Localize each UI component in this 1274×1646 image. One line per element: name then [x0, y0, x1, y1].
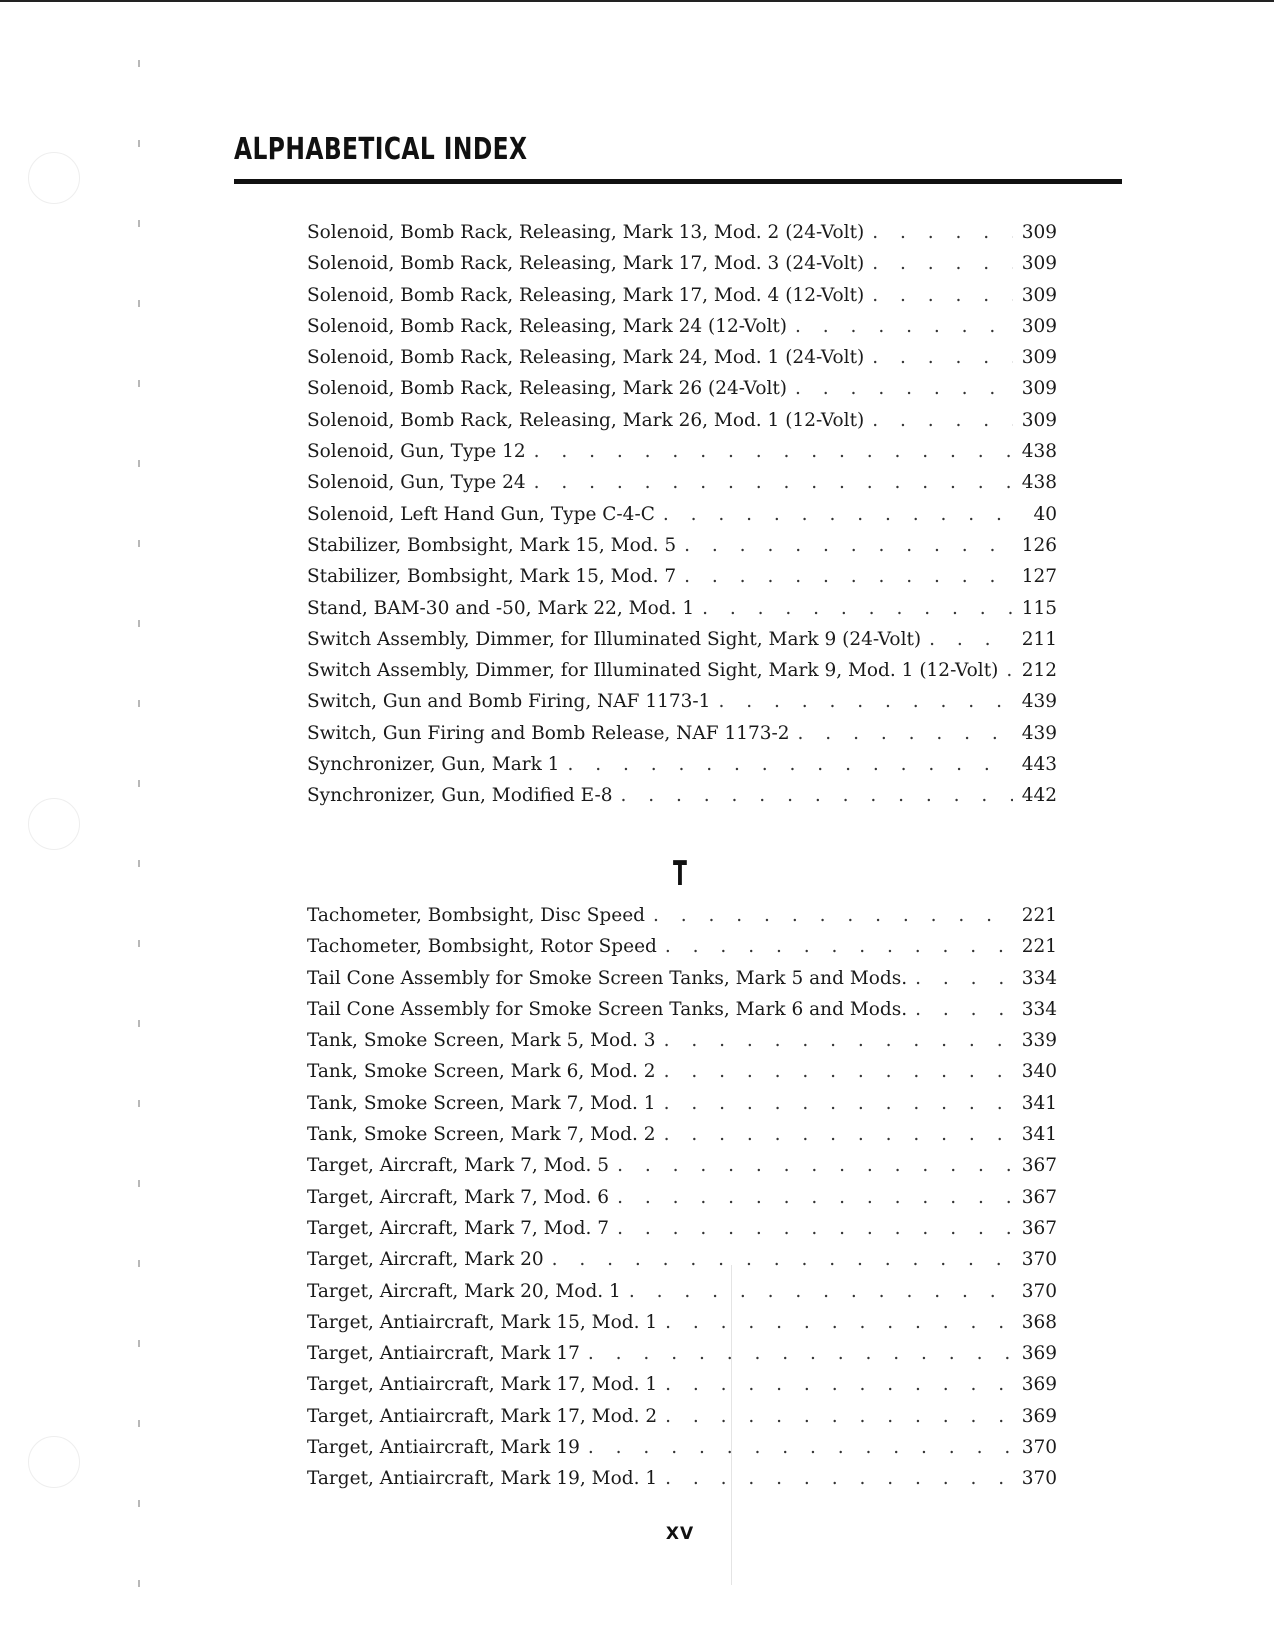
index-entry-label: Target, Antiaircraft, Mark 17, Mod. 1	[307, 1374, 658, 1396]
index-entry-label: Switch Assembly, Dimmer, for Illuminated Sight, Mark 9 (24-Volt)	[307, 628, 922, 650]
index-entry-page: 341	[1021, 1092, 1057, 1114]
index-entry	[307, 410, 1057, 441]
index-entry	[307, 1468, 1057, 1499]
index-entry-page: 340	[1021, 1061, 1057, 1083]
index-entry-label: Solenoid, Gun, Type 24	[307, 472, 526, 494]
index-entry-page: 439	[1021, 691, 1057, 713]
index-entry-label: Tail Cone Assembly for Smoke Screen Tanks, Mark 6 and Mods.	[307, 998, 908, 1020]
index-entry-label: Solenoid, Bomb Rack, Releasing, Mark 13, Mod. 2 (24-Volt)	[307, 222, 865, 243]
index-entry-page: 367	[1021, 1217, 1057, 1239]
dot-leader	[872, 285, 1013, 306]
index-entry-page: 367	[1021, 1186, 1057, 1208]
dot-leader	[567, 754, 1013, 775]
index-entry-label: Switch, Gun Firing and Bomb Release, NAF 1173-2	[307, 722, 790, 744]
index-entry-page: 438	[1021, 472, 1057, 494]
dot-leader	[1006, 660, 1013, 681]
index-entry-page: 211	[1021, 628, 1057, 650]
dot-leader	[872, 347, 1013, 368]
index-entry-label: Tank, Smoke Screen, Mark 5, Mod. 3	[307, 1030, 656, 1052]
index-entry-page: 221	[1021, 905, 1057, 926]
dot-leader	[872, 410, 1013, 431]
margin-ticks	[138, 60, 140, 1620]
index-entry	[307, 1187, 1057, 1218]
index-entry	[307, 1061, 1057, 1092]
index-entry-page: 309	[1021, 378, 1057, 400]
dot-leader	[702, 598, 1013, 619]
index-entry-page: 438	[1021, 441, 1057, 463]
binder-hole	[28, 1436, 80, 1488]
dot-leader	[621, 785, 1014, 806]
index-entry	[307, 347, 1057, 378]
index-entry-label: Target, Antiaircraft, Mark 19	[307, 1437, 580, 1459]
section-letter-t: T	[673, 854, 687, 894]
index-entry-page: 309	[1021, 284, 1057, 306]
index-entry-page: 341	[1021, 1124, 1057, 1146]
index-entry-page: 126	[1021, 534, 1057, 556]
index-entry	[307, 1437, 1057, 1468]
index-entry	[307, 378, 1057, 409]
dot-leader	[872, 253, 1013, 274]
index-entry-label: Solenoid, Bomb Rack, Releasing, Mark 17, Mod. 4 (12-Volt)	[307, 284, 865, 306]
index-entry-label: Target, Aircraft, Mark 20	[307, 1249, 544, 1271]
dot-leader	[664, 1030, 1013, 1051]
index-entry	[307, 222, 1057, 253]
index-entry-page: 442	[1021, 785, 1057, 807]
dot-leader	[872, 222, 1013, 243]
dot-leader	[664, 1124, 1013, 1145]
dot-leader	[665, 1406, 1013, 1427]
dot-leader	[915, 999, 1013, 1020]
index-entry-page: 115	[1021, 597, 1057, 619]
index-entry-label: Target, Antiaircraft, Mark 17, Mod. 2	[307, 1405, 658, 1427]
index-entry-page: 368	[1021, 1311, 1057, 1333]
index-entry	[307, 1249, 1057, 1280]
heading-rule	[234, 179, 1122, 184]
index-entry-label: Tank, Smoke Screen, Mark 7, Mod. 2	[307, 1124, 656, 1146]
index-entry	[307, 1218, 1057, 1249]
index-entry	[307, 566, 1057, 597]
index-entry-page: 127	[1021, 566, 1057, 588]
dot-leader	[795, 316, 1013, 337]
dot-leader	[617, 1187, 1013, 1208]
index-entry-label: Stabilizer, Bombsight, Mark 15, Mod. 5	[307, 534, 677, 556]
index-entry-page: 221	[1021, 936, 1057, 958]
dot-leader	[534, 441, 1013, 462]
index-entry-page: 370	[1021, 1249, 1057, 1271]
index-entry-label: Solenoid, Bomb Rack, Releasing, Mark 24 (12-Volt)	[307, 315, 788, 337]
index-entry	[307, 723, 1057, 754]
index-entry	[307, 316, 1057, 347]
index-entry-page: 334	[1021, 967, 1057, 989]
index-entry	[307, 754, 1057, 785]
index-entry-page: 439	[1021, 722, 1057, 744]
index-entry-label: Target, Aircraft, Mark 7, Mod. 5	[307, 1155, 610, 1177]
index-entry-page: 309	[1021, 315, 1057, 337]
index-entry-page: 370	[1021, 1468, 1057, 1490]
dot-leader	[665, 1468, 1013, 1489]
dot-leader	[929, 629, 1013, 650]
index-entry	[307, 504, 1057, 535]
index-entry	[307, 660, 1057, 691]
index-entry-page: 334	[1021, 998, 1057, 1020]
dot-leader	[617, 1218, 1013, 1239]
index-entry	[307, 598, 1057, 629]
index-entry	[307, 1281, 1057, 1312]
index-entry	[307, 999, 1057, 1030]
index-entry-label: Tank, Smoke Screen, Mark 6, Mod. 2	[307, 1061, 656, 1083]
index-entry-label: Tank, Smoke Screen, Mark 7, Mod. 1	[307, 1092, 656, 1114]
index-entry-page: 309	[1021, 222, 1057, 243]
index-entry-page: 369	[1021, 1405, 1057, 1427]
index-entry-label: Solenoid, Bomb Rack, Releasing, Mark 17, Mod. 3 (24-Volt)	[307, 253, 865, 275]
dot-leader	[915, 968, 1013, 989]
dot-leader	[617, 1155, 1013, 1176]
index-entry-label: Solenoid, Bomb Rack, Releasing, Mark 26, Mod. 1 (12-Volt)	[307, 409, 865, 431]
index-entry-page: 212	[1021, 660, 1057, 682]
index-entry-label: Solenoid, Bomb Rack, Releasing, Mark 26 (24-Volt)	[307, 378, 788, 400]
index-entry-label: Stand, BAM-30 and -50, Mark 22, Mod. 1	[307, 597, 695, 619]
index-entry	[307, 1093, 1057, 1124]
index-entry-label: Target, Antiaircraft, Mark 17	[307, 1343, 580, 1365]
dot-leader	[684, 535, 1013, 556]
index-entry	[307, 691, 1057, 722]
index-entry-label: Solenoid, Bomb Rack, Releasing, Mark 24, Mod. 1 (24-Volt)	[307, 347, 865, 369]
dot-leader	[718, 691, 1013, 712]
dot-leader	[663, 504, 1013, 525]
index-entry	[307, 472, 1057, 503]
index-entry	[307, 535, 1057, 566]
binder-hole	[28, 152, 80, 204]
index-entry	[307, 785, 1057, 816]
binder-hole	[28, 798, 80, 850]
index-entry-label: Target, Antiaircraft, Mark 15, Mod. 1	[307, 1311, 658, 1333]
index-entry-page: 40	[1033, 503, 1057, 525]
dot-leader	[664, 1061, 1013, 1082]
index-entry	[307, 968, 1057, 999]
dot-leader	[684, 566, 1013, 587]
index-entry	[307, 629, 1057, 660]
index-entry-page: 369	[1021, 1343, 1057, 1365]
index-entry-page: 369	[1021, 1374, 1057, 1396]
page-heading: ALPHABETICAL INDEX	[234, 132, 528, 167]
index-entry-label: Stabilizer, Bombsight, Mark 15, Mod. 7	[307, 566, 677, 588]
dot-leader	[629, 1281, 1013, 1302]
dot-leader	[665, 1312, 1013, 1333]
index-entry-label: Target, Aircraft, Mark 7, Mod. 6	[307, 1186, 610, 1208]
index-section-t	[307, 905, 1057, 1500]
index-entry-label: Synchronizer, Gun, Mark 1	[307, 754, 560, 776]
index-entry-page: 443	[1021, 754, 1057, 776]
index-entry-page: 309	[1021, 409, 1057, 431]
dot-leader	[588, 1437, 1013, 1458]
index-entry	[307, 905, 1057, 936]
dot-leader	[665, 936, 1013, 957]
index-entry-page: 339	[1021, 1030, 1057, 1052]
dot-leader	[653, 905, 1013, 926]
index-entry	[307, 1343, 1057, 1374]
index-entry-label: Switch Assembly, Dimmer, for Illuminated Sight, Mark 9, Mod. 1 (12-Volt)	[307, 660, 999, 682]
index-entry	[307, 1406, 1057, 1437]
index-entry	[307, 1155, 1057, 1186]
index-entry-label: Tachometer, Bombsight, Rotor Speed	[307, 936, 657, 958]
index-entry	[307, 1030, 1057, 1061]
index-entry	[307, 936, 1057, 967]
index-entry	[307, 1312, 1057, 1343]
dot-leader	[588, 1343, 1013, 1364]
page-number: XV	[665, 1524, 695, 1544]
index-section-s	[307, 222, 1057, 817]
dot-leader	[665, 1374, 1013, 1395]
index-entry-page: 367	[1021, 1155, 1057, 1177]
index-entry-page: 370	[1021, 1280, 1057, 1302]
index-entry-label: Synchronizer, Gun, Modified E-8	[307, 785, 613, 807]
index-entry-label: Tachometer, Bombsight, Disc Speed	[307, 905, 646, 926]
index-entry	[307, 285, 1057, 316]
index-entry-label: Target, Aircraft, Mark 20, Mod. 1	[307, 1280, 621, 1302]
index-entry-label: Solenoid, Gun, Type 12	[307, 441, 526, 463]
index-entry-label: Target, Antiaircraft, Mark 19, Mod. 1	[307, 1468, 658, 1490]
index-entry	[307, 1374, 1057, 1405]
index-entry	[307, 1124, 1057, 1155]
index-entry-label: Switch, Gun and Bomb Firing, NAF 1173-1	[307, 691, 711, 713]
dot-leader	[798, 723, 1013, 744]
dot-leader	[664, 1093, 1013, 1114]
page-top-edge	[0, 0, 1274, 2]
index-entry-page: 309	[1021, 253, 1057, 275]
index-entry	[307, 441, 1057, 472]
index-entry-label: Tail Cone Assembly for Smoke Screen Tanks, Mark 5 and Mods.	[307, 967, 908, 989]
index-entry-page: 370	[1021, 1437, 1057, 1459]
dot-leader	[795, 378, 1013, 399]
index-entry-page: 309	[1021, 347, 1057, 369]
index-entry	[307, 253, 1057, 284]
dot-leader	[534, 472, 1013, 493]
index-entry-label: Target, Aircraft, Mark 7, Mod. 7	[307, 1217, 610, 1239]
index-entry-label: Solenoid, Left Hand Gun, Type C-4-C	[307, 503, 655, 525]
dot-leader	[552, 1249, 1013, 1270]
